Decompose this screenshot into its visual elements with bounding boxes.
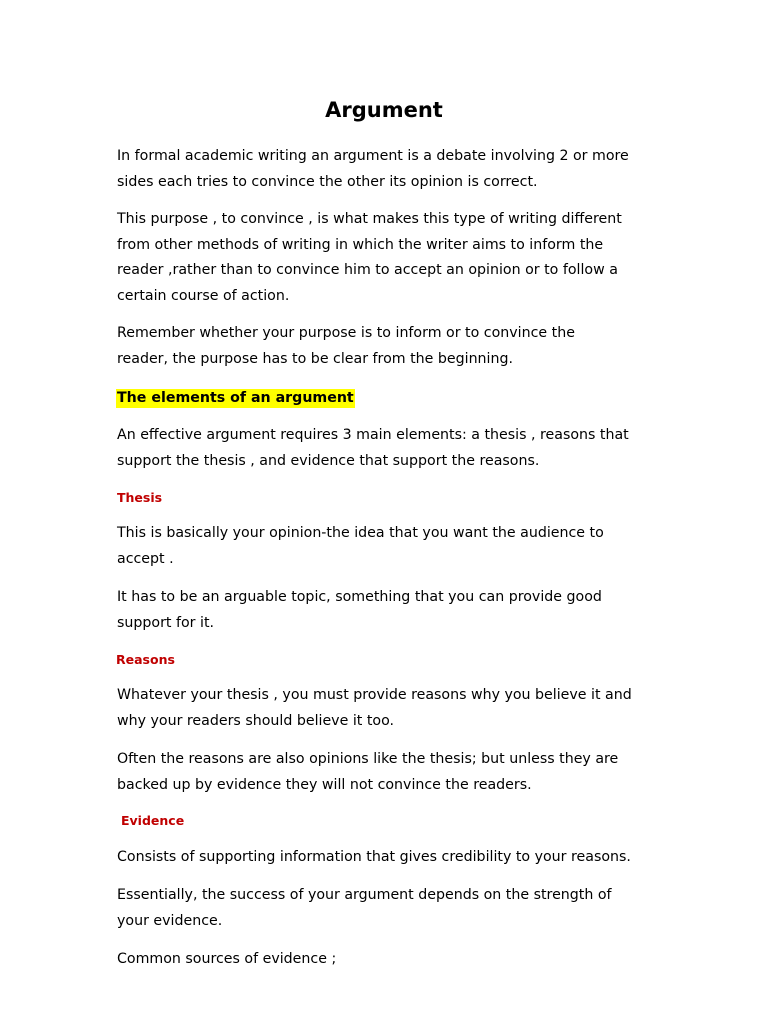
intro-line-1: In formal academic writing an argument is a debate involving 2 or more <box>117 148 629 164</box>
elements-paragraph <box>117 423 677 474</box>
reasons-p1-line-2: why your readers should believe it too. <box>117 712 395 729</box>
thesis-heading: Thesis <box>117 490 163 505</box>
thesis-p1-line-1: This is basically your opinion-the idea that you want the audience to <box>117 525 604 541</box>
evidence-p2-line-1: Essentially, the success of your argument depends on the strength of <box>117 887 612 903</box>
evidence-paragraph-3 <box>117 947 677 973</box>
elements-line-2: support the thesis , and evidence that support the reasons. <box>117 452 540 469</box>
remember-line-1: Remember whether your purpose is to inform or to convince the <box>117 325 575 341</box>
purpose-line-1: This purpose , to convince , is what makes this type of writing different <box>117 211 622 227</box>
thesis-paragraph-1 <box>117 521 677 572</box>
evidence-p2-line-2: your evidence. <box>117 912 223 929</box>
elements-heading-text: The elements of an argument <box>117 390 354 406</box>
remember-paragraph <box>117 321 677 372</box>
evidence-paragraph-2 <box>117 883 677 934</box>
evidence-p3-line-1: Common sources of evidence ; <box>117 951 337 967</box>
page-title: Argument <box>325 98 443 122</box>
reasons-heading: Reasons <box>116 652 175 667</box>
evidence-p1-line-1: Consists of supporting information that gives credibility to your reasons. <box>117 849 631 865</box>
elements-heading <box>116 387 355 409</box>
evidence-heading: Evidence <box>121 813 185 828</box>
reasons-p1-line-1: Whatever your thesis , you must provide reasons why you believe it and <box>117 687 632 703</box>
elements-line-1: An effective argument requires 3 main elements: a thesis , reasons that <box>117 427 629 443</box>
thesis-p2-line-2: support for it. <box>117 614 215 631</box>
purpose-line-3: reader ,rather than to convince him to accept an opinion or to follow a <box>117 262 618 278</box>
evidence-paragraph-1 <box>117 845 677 871</box>
intro-line-2: sides each tries to convince the other its opinion is correct. <box>117 173 538 190</box>
thesis-p1-line-2: accept . <box>117 550 174 567</box>
reasons-p2-line-1: Often the reasons are also opinions like the thesis; but unless they are <box>117 751 619 767</box>
intro-paragraph <box>117 144 677 195</box>
thesis-paragraph-2 <box>117 585 677 636</box>
remember-line-2: reader, the purpose has to be clear from the beginning. <box>117 350 513 367</box>
reasons-paragraph-2 <box>117 747 677 798</box>
purpose-line-4: certain course of action. <box>117 287 290 304</box>
purpose-paragraph <box>117 207 677 309</box>
reasons-paragraph-1 <box>117 683 677 734</box>
purpose-line-2: from other methods of writing in which the writer aims to inform the <box>117 236 604 253</box>
thesis-p2-line-1: It has to be an arguable topic, something that you can provide good <box>117 589 602 605</box>
reasons-p2-line-2: backed up by evidence they will not convince the readers. <box>117 776 532 793</box>
